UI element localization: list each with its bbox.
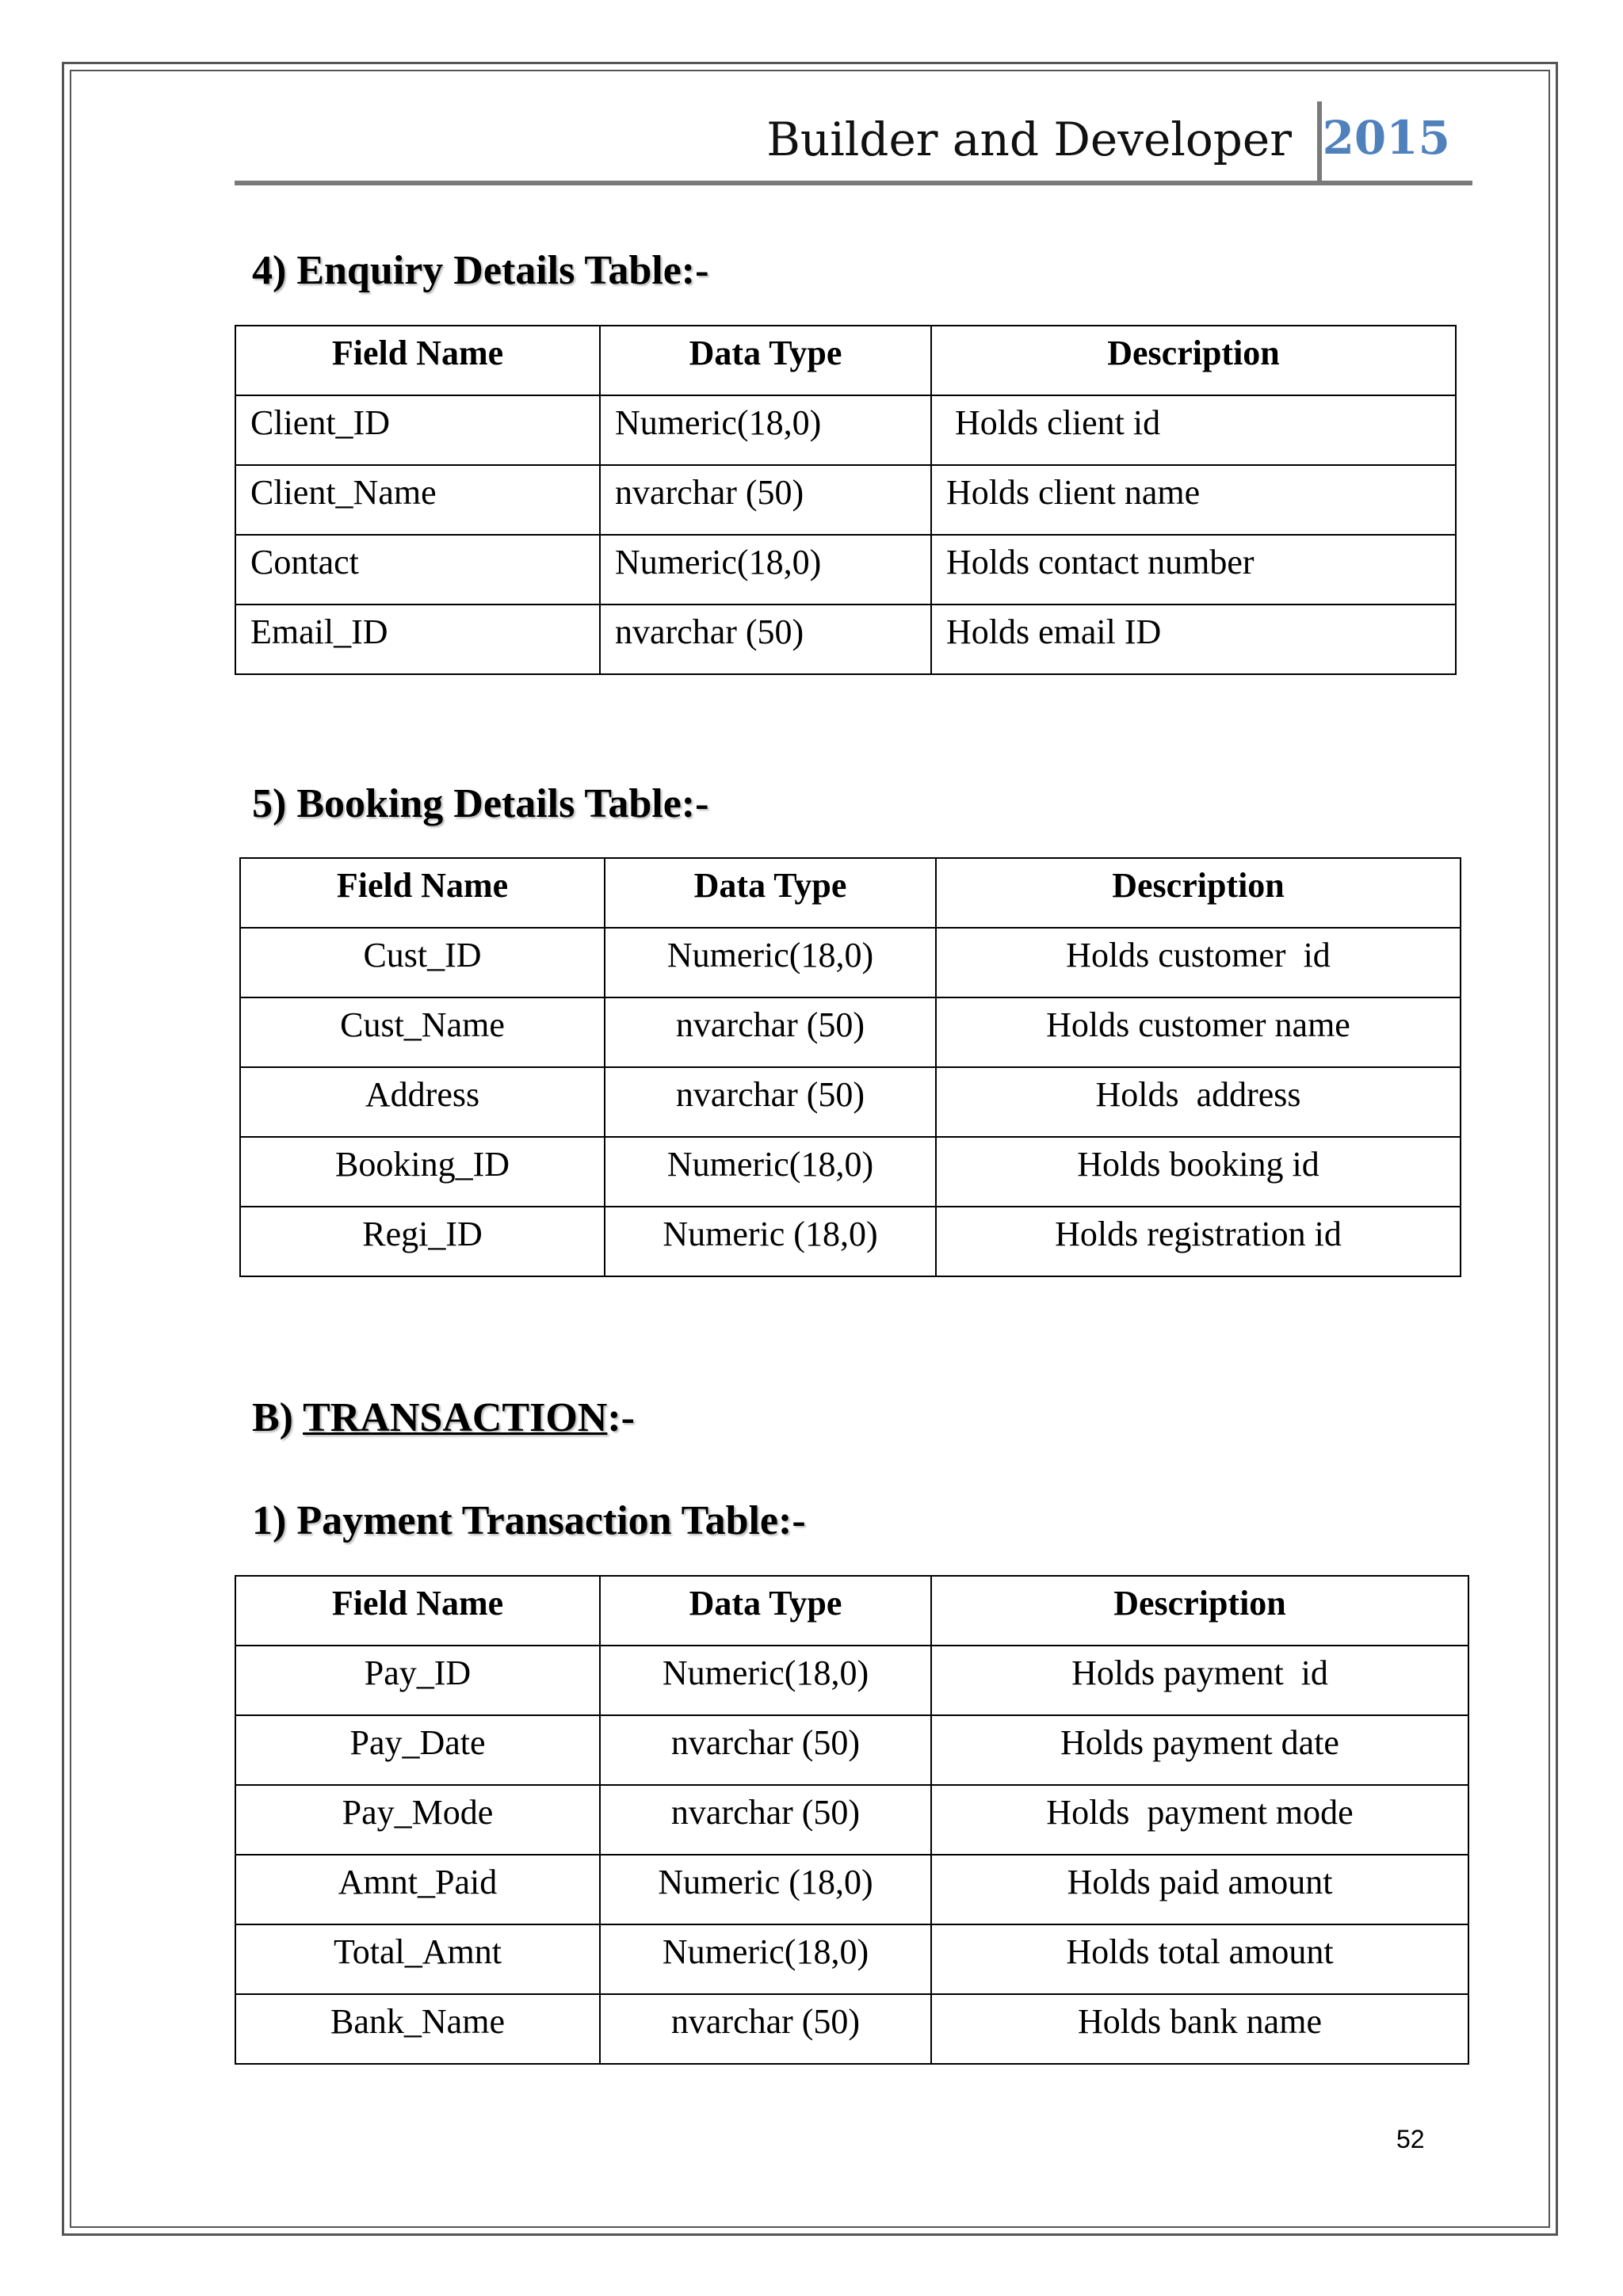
cell-description: Holds payment mode — [931, 1785, 1468, 1855]
cell-data-type: Numeric(18,0) — [600, 395, 931, 465]
cell-data-type: Numeric(18,0) — [605, 1137, 936, 1207]
cell-field-name: Cust_Name — [240, 997, 605, 1067]
booking-heading: 5) Booking Details Table:- — [252, 781, 709, 826]
cell-data-type: Numeric(18,0) — [605, 928, 936, 997]
cell-field-name: Address — [240, 1067, 605, 1137]
column-header: Data Type — [600, 1576, 931, 1646]
cell-field-name: Client_Name — [235, 465, 600, 535]
cell-field-name: Booking_ID — [240, 1137, 605, 1207]
cell-field-name: Total_Amnt — [235, 1924, 600, 1994]
transaction-title: TRANSACTION — [303, 1395, 608, 1440]
table-row — [240, 1137, 1461, 1207]
cell-description: Holds total amount — [931, 1924, 1468, 1994]
header-title: Builder and Developer — [766, 113, 1292, 166]
transaction-prefix: B) — [252, 1395, 304, 1440]
header-rule — [235, 181, 1472, 185]
column-header: Field Name — [235, 326, 600, 395]
cell-description: Holds contact number — [931, 535, 1456, 605]
cell-description: Holds booking id — [936, 1137, 1461, 1207]
cell-description: Holds payment date — [931, 1715, 1468, 1785]
cell-description: Holds client name — [931, 465, 1456, 535]
column-header: Description — [936, 858, 1461, 928]
column-header: Field Name — [235, 1576, 600, 1646]
column-header: Field Name — [240, 858, 605, 928]
cell-field-name: Regi_ID — [240, 1207, 605, 1276]
page-number: 52 — [1396, 2125, 1425, 2153]
column-header: Description — [931, 1576, 1468, 1646]
table-row — [240, 1207, 1461, 1276]
table-row — [235, 395, 1456, 465]
cell-data-type: Numeric(18,0) — [600, 1646, 931, 1715]
cell-field-name: Bank_Name — [235, 1994, 600, 2064]
cell-description: Holds registration id — [936, 1207, 1461, 1276]
table-row — [240, 1067, 1461, 1137]
cell-description: Holds customer name — [936, 997, 1461, 1067]
cell-description: Holds address — [936, 1067, 1461, 1137]
table-row — [235, 1785, 1468, 1855]
column-header: Data Type — [605, 858, 936, 928]
header-year: 2015 — [1322, 111, 1450, 165]
cell-data-type: nvarchar (50) — [600, 465, 931, 535]
cell-field-name: Pay_ID — [235, 1646, 600, 1715]
table-header-row — [235, 326, 1456, 395]
enquiry-table — [235, 325, 1457, 675]
cell-data-type: Numeric (18,0) — [600, 1855, 931, 1924]
page-header — [235, 101, 1472, 185]
table-row — [240, 928, 1461, 997]
cell-field-name: Amnt_Paid — [235, 1855, 600, 1924]
table-row — [240, 997, 1461, 1067]
cell-field-name: Cust_ID — [240, 928, 605, 997]
payment-table — [235, 1575, 1469, 2065]
transaction-heading — [252, 1394, 635, 1441]
table-row — [235, 465, 1456, 535]
payment-heading: 1) Payment Transaction Table:- — [252, 1498, 806, 1543]
table-row — [235, 1855, 1468, 1924]
cell-field-name: Contact — [235, 535, 600, 605]
cell-description: Holds client id — [931, 395, 1456, 465]
table-row — [235, 1994, 1468, 2064]
column-header: Description — [931, 326, 1456, 395]
cell-field-name: Client_ID — [235, 395, 600, 465]
table-header-row — [235, 1576, 1468, 1646]
cell-data-type: nvarchar (50) — [600, 1994, 931, 2064]
cell-description: Holds customer id — [936, 928, 1461, 997]
column-header: Data Type — [600, 326, 931, 395]
cell-field-name: Pay_Mode — [235, 1785, 600, 1855]
header-divider — [1317, 101, 1322, 181]
cell-data-type: nvarchar (50) — [600, 1715, 931, 1785]
cell-data-type: nvarchar (50) — [605, 997, 936, 1067]
table-row — [235, 1924, 1468, 1994]
cell-description: Holds payment id — [931, 1646, 1468, 1715]
cell-description: Holds bank name — [931, 1994, 1468, 2064]
cell-data-type: nvarchar (50) — [600, 1785, 931, 1855]
table-row — [235, 535, 1456, 605]
cell-data-type: nvarchar (50) — [605, 1067, 936, 1137]
enquiry-heading: 4) Enquiry Details Table:- — [252, 248, 709, 293]
table-row — [235, 605, 1456, 674]
table-row — [235, 1715, 1468, 1785]
cell-data-type: nvarchar (50) — [600, 605, 931, 674]
cell-field-name: Pay_Date — [235, 1715, 600, 1785]
booking-table — [239, 857, 1461, 1277]
table-row — [235, 1646, 1468, 1715]
table-header-row — [240, 858, 1461, 928]
cell-description: Holds paid amount — [931, 1855, 1468, 1924]
transaction-suffix: :- — [607, 1395, 635, 1440]
cell-data-type: Numeric(18,0) — [600, 1924, 931, 1994]
cell-description: Holds email ID — [931, 605, 1456, 674]
cell-data-type: Numeric(18,0) — [600, 535, 931, 605]
cell-data-type: Numeric (18,0) — [605, 1207, 936, 1276]
cell-field-name: Email_ID — [235, 605, 600, 674]
